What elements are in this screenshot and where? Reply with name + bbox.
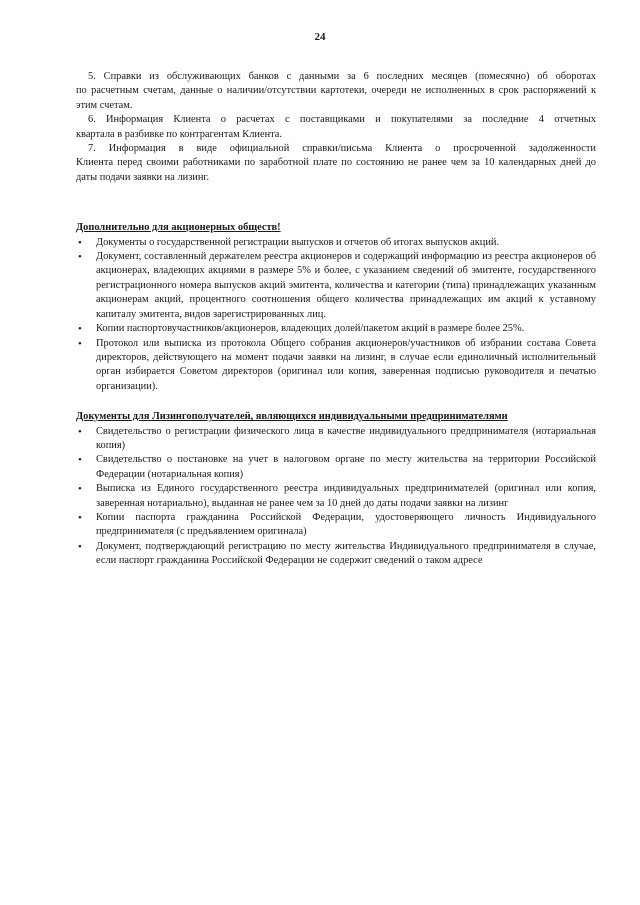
list-item-text: Копии паспорта гражданина Российской Федерации, удостоверяющего личность Индивидуального предпринимателя (с предъявлением оригинала) [96,511,596,538]
list-item [76,425,596,454]
paragraph-item-5 [76,70,596,113]
list-item [76,337,596,395]
list-item [76,511,596,540]
joint-stock-heading: Дополнительно для акционерных обществ! [76,222,281,234]
list-item [76,482,596,511]
entrepreneurs-list [76,425,596,569]
bullet-icon: • [78,483,82,496]
list-item [76,540,596,569]
joint-stock-list [76,236,596,394]
paragraph-item-7 [76,142,596,185]
list-item-text: Документ, подтверждающий регистрацию по месту жительства Индивидуального предпринимателя в случае, если паспорт гражданина Российской Федерации не содержит сведений о таком адресе [96,540,596,567]
bullet-icon: • [78,425,82,438]
bullet-icon: • [78,251,82,264]
paragraph-rest: по расчетным счетам, данные о наличии/отсутствии картотеки, очереди не исполненных в срок распоряжений к этим счетам. [76,85,596,111]
paragraph-rest: Клиента перед своими работниками по заработной плате по состоянию не ранее чем за 10 календарных дней до даты подачи заявки на лизинг. [76,157,596,183]
list-item-text: Документы о государственной регистрации выпусков и отчетов об итогах выпусков акций. [96,236,500,248]
paragraph-lead: 5. Справки из обслуживающих банков с данными за 6 последних месяцев (помесячно) об оборотах [88,71,596,82]
entrepreneurs-heading: Документы для Лизингополучателей, являющихся индивидуальными предпринимателями [76,411,508,423]
list-item-text: Свидетельство о регистрации физического лица в качестве индивидуального предпринимателя (нотариальная копия) [96,425,596,451]
list-item [76,322,596,336]
list-item [76,453,596,482]
list-item-text: Копии паспортовучастников/акционеров, владеющих долей/пакетом акций в размере более 25%. [96,323,525,335]
paragraph-lead: 6. Информация Клиента о расчетах с поставщиками и покупателями за последние 4 отчетных [88,114,596,126]
document-body [76,70,596,569]
bullet-icon: • [78,323,82,336]
paragraph-rest: квартала в разбивке по контрагентам Клиента. [76,128,283,140]
list-item [76,250,596,322]
list-item [76,236,596,250]
list-item-text: Выписка из Единого государственного реестра индивидуальных предпринимателей (оригинал или копия, заверенная нотариально), выданная не ранее чем за 10 дней до даты подачи заявки на лизинг [96,483,596,509]
list-item-text: Протокол или выписка из протокола Общего собрания акционеров/участников об избрании состава Совета директоров, действующего на момент подачи заявки на лизинг, в случае если единоличный исполнительный орган избирается Советом директоров (оригинал или копия, заверенная подписью руководителя и печатью организации). [96,337,596,392]
bullet-icon: • [78,337,82,350]
paragraph-lead: 7. Информация в виде официальной справки/письма Клиента о просроченной задолженности [88,143,596,155]
bullet-icon: • [78,236,82,249]
bullet-icon: • [78,540,82,553]
bullet-icon: • [78,454,82,467]
list-item-text: Документ, составленный держателем реестра акционеров и содержащий информацию из реестра акционеров об акционерах, владеющих акциями в размере 5% и более, с указанием сведений об эмитенте, государственного регистрационного номера выпусков акций эмитента, количества и категории (типа) принадлежащих указанным акционерам акций, процентного соотношения общего количества принадлежащих им акций к уставному капиталу эмитента, видов зарегистрированных лиц. [96,251,596,320]
list-item-text: Свидетельство о постановке на учет в налоговом органе по месту жительства на территории Российской Федерации (нотариальная копия) [96,454,596,480]
page-number: 24 [314,31,326,43]
bullet-icon: • [78,511,82,524]
paragraph-item-6 [76,113,596,142]
